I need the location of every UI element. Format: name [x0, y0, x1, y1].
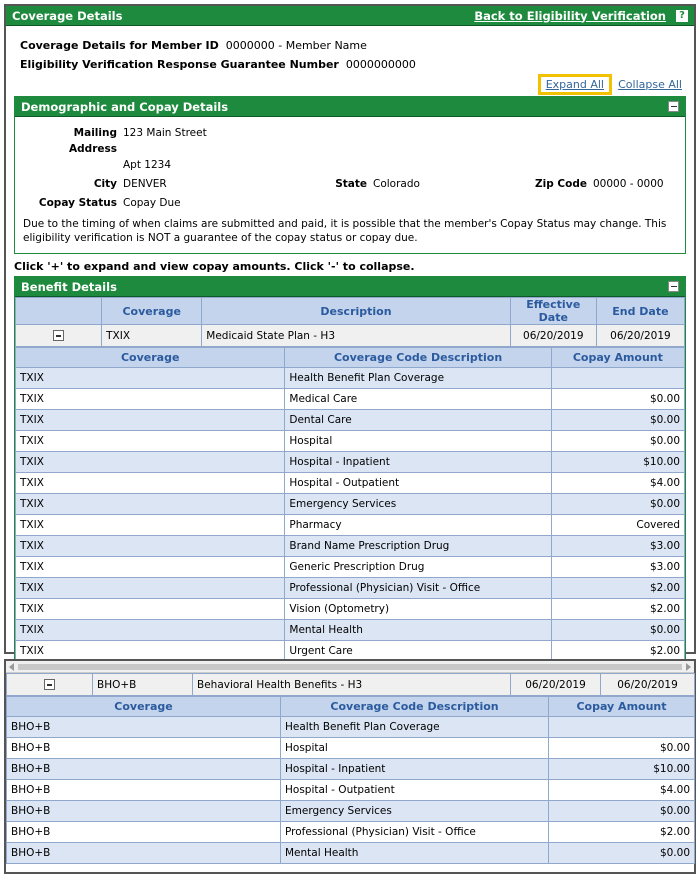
row-copay-amount: $0.00	[551, 410, 684, 431]
table-row	[16, 494, 685, 515]
expand-column-header	[16, 298, 102, 325]
plan-coverage: TXIX	[102, 325, 202, 347]
table-row	[7, 738, 695, 759]
table-row	[16, 431, 685, 452]
copay-status-value: Copay Due	[123, 197, 181, 209]
table-row	[16, 368, 685, 389]
row-coverage: TXIX	[16, 557, 285, 578]
row-coverage: TXIX	[16, 620, 285, 641]
coverage-column-header: Coverage	[102, 298, 202, 325]
zip-code-value: 00000 - 0000	[593, 178, 664, 190]
table-row	[16, 620, 685, 641]
scroll-thumb[interactable]	[18, 664, 682, 670]
collapse-all-link[interactable]: Collapse All	[618, 78, 682, 91]
row-coverage: TXIX	[16, 431, 285, 452]
demographic-collapse-button[interactable]	[668, 101, 679, 112]
row-code-description: Hospital - Outpatient	[281, 780, 549, 801]
plan-description: Behavioral Health Benefits - H3	[193, 674, 511, 696]
scroll-right-icon[interactable]	[686, 663, 691, 671]
row-code-description: Health Benefit Plan Coverage	[281, 717, 549, 738]
demographic-body	[15, 117, 685, 253]
demographic-header	[15, 97, 685, 117]
row-coverage: TXIX	[16, 494, 285, 515]
row-code-description: Vision (Optometry)	[285, 599, 551, 620]
row-copay-amount: $0.00	[551, 494, 684, 515]
row-copay-amount: $3.00	[551, 557, 684, 578]
row-code-description: Hospital	[281, 738, 549, 759]
row-coverage: BHO+B	[7, 780, 281, 801]
row-coverage: BHO+B	[7, 738, 281, 759]
row-code-description: Professional (Physician) Visit - Office	[285, 578, 551, 599]
state-label: State	[335, 178, 367, 190]
table-row	[16, 515, 685, 536]
scroll-left-icon[interactable]	[9, 663, 14, 671]
row-coverage: TXIX	[16, 368, 285, 389]
row-code-description: Hospital - Inpatient	[285, 452, 551, 473]
effective-date-column-header: Effective Date	[510, 298, 596, 325]
row-copay-amount: $2.00	[549, 822, 695, 843]
row-code-description: Generic Prescription Drug	[285, 557, 551, 578]
row-coverage: TXIX	[16, 641, 285, 662]
row-copay-amount	[551, 368, 684, 389]
table-row	[7, 717, 695, 738]
demographic-title: Demographic and Copay Details	[21, 99, 229, 114]
row-copay-amount: $10.00	[551, 452, 684, 473]
row-copay-amount: $4.00	[551, 473, 684, 494]
help-icon[interactable]: ?	[676, 10, 688, 22]
guarantee-number-row	[20, 55, 680, 74]
sub-code-description-header: Coverage Code Description	[281, 697, 549, 717]
behavioral-health-panel	[4, 659, 696, 874]
row-copay-amount: $4.00	[549, 780, 695, 801]
table-row	[7, 780, 695, 801]
zip-code-label: Zip Code	[535, 178, 587, 190]
member-id-row	[20, 36, 680, 55]
row-copay-amount: $0.00	[549, 801, 695, 822]
copay-table-bho	[6, 696, 695, 864]
sub-copay-amount-header: Copay Amount	[551, 348, 684, 368]
plan-end-date: 06/20/2019	[596, 325, 684, 347]
row-coverage: TXIX	[16, 599, 285, 620]
plan-effective-date: 06/20/2019	[510, 325, 596, 347]
table-row	[16, 452, 685, 473]
sub-coverage-header: Coverage	[16, 348, 285, 368]
row-coverage: TXIX	[16, 515, 285, 536]
coverage-details-title: Coverage Details	[12, 8, 123, 23]
address-line2: Apt 1234	[123, 159, 172, 171]
row-code-description: Brand Name Prescription Drug	[285, 536, 551, 557]
table-row	[16, 557, 685, 578]
row-copay-amount: $2.00	[551, 641, 684, 662]
coverage-details-header	[6, 6, 694, 26]
plan-row-txix	[16, 325, 685, 347]
end-date-column-header: End Date	[596, 298, 684, 325]
copay-table-txix	[15, 347, 685, 683]
row-copay-amount: $2.00	[551, 578, 684, 599]
row-copay-amount: $0.00	[549, 738, 695, 759]
expand-all-link[interactable]: Expand All	[538, 74, 612, 95]
row-copay-amount: $2.00	[551, 599, 684, 620]
table-row	[16, 473, 685, 494]
sub-copay-amount-header: Copay Amount	[549, 697, 695, 717]
plan-end-date: 06/20/2019	[601, 674, 695, 696]
horizontal-scrollbar[interactable]	[6, 661, 694, 673]
row-code-description: Medical Care	[285, 389, 551, 410]
plan-description: Medicaid State Plan - H3	[202, 325, 510, 347]
state-value: Colorado	[373, 178, 420, 190]
row-copay-amount: $0.00	[551, 431, 684, 452]
plan-toggle-cell	[16, 325, 102, 347]
table-row	[7, 843, 695, 864]
coverage-details-panel	[4, 4, 696, 657]
member-id-label: Coverage Details for Member ID	[20, 39, 219, 52]
table-row	[7, 801, 695, 822]
table-row	[7, 822, 695, 843]
benefit-plan-table-bho	[6, 673, 695, 696]
guarantee-number-label: Eligibility Verification Response Guarantee Number	[20, 58, 339, 71]
table-row	[16, 410, 685, 431]
row-coverage: TXIX	[16, 536, 285, 557]
expand-collapse-row	[6, 74, 694, 96]
benefit-details-header	[15, 277, 685, 297]
expand-hint-text: Click '+' to expand and view copay amounts. Click '-' to collapse.	[14, 260, 415, 273]
row-code-description: Hospital	[285, 431, 551, 452]
row-code-description: Emergency Services	[285, 494, 551, 515]
table-row	[16, 389, 685, 410]
row-code-description: Dental Care	[285, 410, 551, 431]
row-coverage: TXIX	[16, 410, 285, 431]
row-copay-amount: $0.00	[551, 620, 684, 641]
collapse-plan-icon[interactable]	[44, 679, 55, 690]
row-coverage: TXIX	[16, 389, 285, 410]
row-coverage: BHO+B	[7, 843, 281, 864]
benefit-details-title: Benefit Details	[21, 279, 117, 294]
row-copay-amount	[549, 717, 695, 738]
city-label: City	[93, 178, 117, 190]
plan-coverage: BHO+B	[93, 674, 193, 696]
benefit-collapse-button[interactable]	[668, 281, 679, 292]
plan-effective-date: 06/20/2019	[511, 674, 601, 696]
row-coverage: TXIX	[16, 452, 285, 473]
row-code-description: Pharmacy	[285, 515, 551, 536]
row-copay-amount: Covered	[551, 515, 684, 536]
row-coverage: BHO+B	[7, 717, 281, 738]
row-coverage: BHO+B	[7, 822, 281, 843]
row-copay-amount: $0.00	[551, 389, 684, 410]
row-code-description: Emergency Services	[281, 801, 549, 822]
row-code-description: Professional (Physician) Visit - Office	[281, 822, 549, 843]
member-id-value: 0000000 - Member Name	[225, 39, 367, 52]
row-coverage: BHO+B	[7, 801, 281, 822]
row-code-description: Hospital - Inpatient	[281, 759, 549, 780]
row-code-description: Urgent Care	[285, 641, 551, 662]
copay-status-label: Copay Status	[38, 197, 117, 209]
back-to-eligibility-link[interactable]: Back to Eligibility Verification	[474, 8, 666, 23]
sub-code-description-header: Coverage Code Description	[285, 348, 551, 368]
description-column-header: Description	[202, 298, 510, 325]
table-row	[16, 536, 685, 557]
table-row	[16, 599, 685, 620]
city-value: DENVER	[123, 178, 167, 190]
table-row	[7, 759, 695, 780]
row-coverage: TXIX	[16, 473, 285, 494]
copay-disclaimer: Due to the timing of when claims are submitted and paid, it is possible that the member's Copay Status may change. This eligibility verification is NOT a guarantee of the copay status or copay due.	[23, 218, 667, 244]
row-code-description: Mental Health	[285, 620, 551, 641]
row-coverage: TXIX	[16, 578, 285, 599]
guarantee-number-value: 0000000000	[345, 58, 416, 71]
row-code-description: Health Benefit Plan Coverage	[285, 368, 551, 389]
mailing-address-label: Mailing Address	[69, 127, 117, 155]
benefit-plan-table	[15, 297, 685, 347]
row-code-description: Mental Health	[281, 843, 549, 864]
demographic-section	[14, 96, 686, 254]
sub-coverage-header: Coverage	[7, 697, 281, 717]
row-copay-amount: $3.00	[551, 536, 684, 557]
collapse-plan-icon[interactable]	[53, 330, 64, 341]
plan-toggle-cell	[7, 674, 93, 696]
row-code-description: Hospital - Outpatient	[285, 473, 551, 494]
member-info	[6, 26, 694, 74]
row-copay-amount: $10.00	[549, 759, 695, 780]
row-copay-amount: $0.00	[549, 843, 695, 864]
plan-row-bho	[7, 674, 695, 696]
address-line1: 123 Main Street	[123, 127, 207, 139]
benefit-details-section	[14, 276, 686, 684]
table-row	[16, 578, 685, 599]
row-coverage: BHO+B	[7, 759, 281, 780]
